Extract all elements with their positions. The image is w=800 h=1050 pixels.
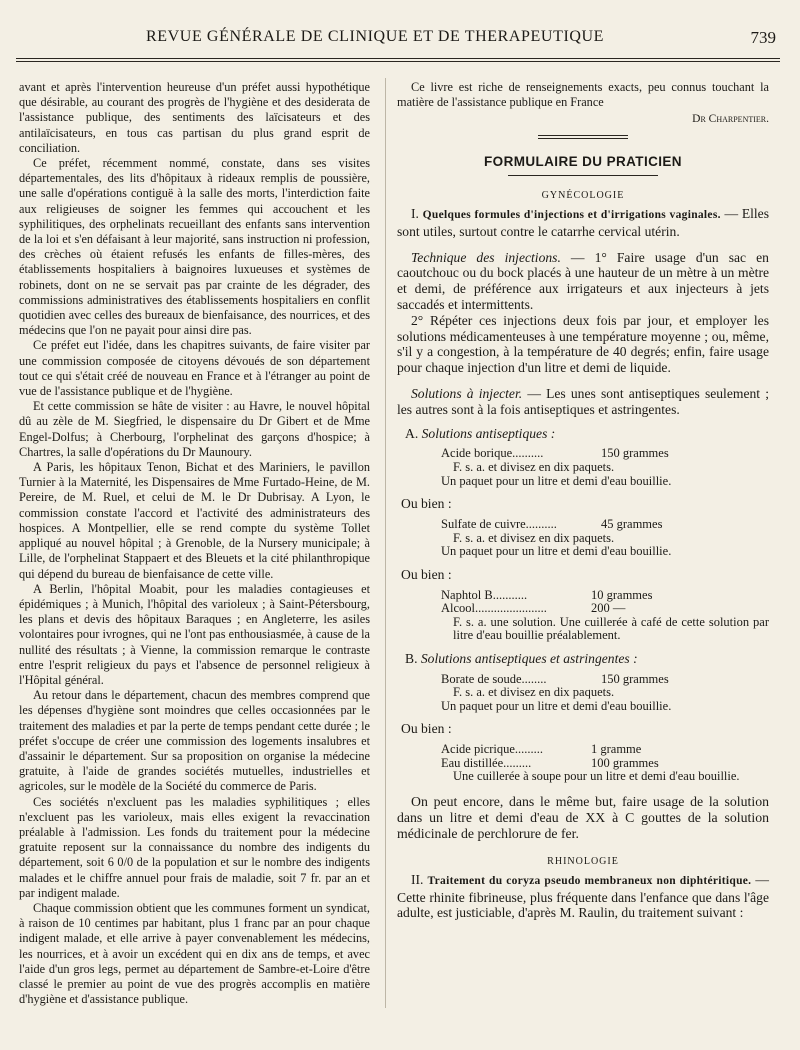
subheading-title: Solutions antiseptiques : <box>421 425 556 441</box>
separator-rule <box>538 135 628 136</box>
subheading-letter: A. <box>405 425 419 441</box>
solutions-text: — Les unes sont antiseptiques seulement ; les autres sont à la fois antiseptiques et astringentes. <box>397 385 769 417</box>
subheading-letter: B. <box>405 650 418 666</box>
closing-paragraph: On peut encore, dans le même but, faire usage de la solution dans un litre et demi d'eau de XX à C gouttes de la solution médicinale de perchlorure de fer. <box>397 794 769 842</box>
paragraph: Au retour dans le département, chacun des membres comprend que les dépenses d'hygiène sont moindres que celles occasionnées par le traitement des maladies et par la perte de temps pendant cette durée ; le préfet s'occupe de créer une commission des logements insalubres et d'assainir le département. Sur sa proposition on organise la médecine gratuite, à l'aide de grandes sociétés mutuelles, industrielles et agricoles, sur le modèle de la Société du commerce de Paris. <box>19 688 370 794</box>
instruction: Une cuillerée à soupe pour un litre et demi d'eau bouillie. <box>453 769 740 784</box>
item-2 <box>397 872 769 921</box>
instruction: Un paquet pour un litre et demi d'eau bouillie. <box>441 473 672 488</box>
column-divider <box>385 78 386 1008</box>
ou-bien: Ou bien : <box>401 496 452 512</box>
item-text: — Cette rhinite fibrineuse, plus fréquente dans l'enfance que dans l'âge adulte, est justiciable, d'après M. Raulin, du traitement suivant : <box>397 871 770 921</box>
formula-2 <box>441 518 769 559</box>
header-rule <box>16 58 780 59</box>
ingredient: Alcool....................... <box>441 601 547 616</box>
instruction: F. s. a. et divisez en dix paquets. <box>453 459 615 474</box>
header-rule-double <box>16 61 780 62</box>
ingredient: Sulfate de cuivre.......... <box>441 516 557 531</box>
ingredient: Borate de soude........ <box>441 671 547 686</box>
instruction: F. s. a. et divisez en dix paquets. <box>453 530 615 545</box>
quantity: 45 grammes <box>601 516 663 531</box>
item-heading: Traitement du coryza pseudo membraneux non diphtéritique. <box>427 874 752 887</box>
quantity: 1 gramme <box>591 742 642 757</box>
subheading-a <box>397 426 769 442</box>
ingredient: Naphtol B........... <box>441 587 528 602</box>
paragraph: avant et après l'intervention heureuse d'un préfet aussi hypothétique que désirable, au courant des progrès de l'hygiène et des desiderata de l'assistance publique, des sentiments des laïcisateurs et des antilaïcisateurs, en tous cas partisan du plus grand esprit de conciliation. <box>19 80 370 155</box>
right-column <box>397 80 769 921</box>
item-number: I. <box>411 205 419 221</box>
page-number: 739 <box>750 28 776 47</box>
rubric-rhinologie: RHINOLOGIE <box>547 856 619 868</box>
rubric-gynecologie: GYNÉCOLOGIE <box>541 190 625 202</box>
paragraph: Ce préfet, récemment nommé, constate, dans ses visites départementales, des lits d'hôpitaux à rideaux remplis de poussière, une salle d'opérations contiguë à la salle des morts, l'interdiction faite aux religieuses de soigner les femmes qui accouchent et les syphilitiques, des orphelinats recueillant des enfants sans intervention de la loi et s'en défaisant à leur majorité, sans instruction ni profession, des crèches où étaient refusés les enfants de filles-mères, des établissements hospitaliers à baignoires luxueuses et systèmes de robinets, dont on ne se servait pas par crainte de les dégrader, des commissions administratives des établissements hospitaliers en conflit quotidien avec celles des bureaux de bienfaisance, des nourrices, et des médecins que l'on ne payait pour ainsi dire pas. <box>19 156 370 338</box>
quantity: 150 grammes <box>601 671 669 686</box>
technique-paragraph <box>397 250 769 313</box>
ingredient: Acide picrique......... <box>441 742 544 757</box>
solutions-label: Solutions à injecter. <box>411 385 523 401</box>
instruction: Un paquet pour un litre et demi d'eau bouillie. <box>441 544 672 559</box>
item-text: — Elles sont utiles, surtout contre le catarrhe cervical utérin. <box>397 205 769 239</box>
ou-bien: Ou bien : <box>401 721 452 737</box>
ingredient: Eau distillée......... <box>441 755 532 770</box>
quantity: 200 — <box>591 601 626 616</box>
formula-1 <box>441 447 769 488</box>
formula-3 <box>441 589 769 643</box>
item-heading: Quelques formules d'injections et d'irrigations vaginales. <box>422 208 721 221</box>
review-signature: Dr Charpentier. <box>692 112 769 125</box>
running-title: REVUE GÉNÉRALE DE CLINIQUE ET DE THERAPEUTIQUE <box>146 28 605 45</box>
technique-label: Technique des injections. <box>411 249 561 265</box>
paragraph: Ces sociétés n'excluent pas les maladies syphilitiques ; elles n'excluent pas les varioleux, mais elles exigent la revaccination préalable à l'admission. Les fonds du traitement pour la médecine gratuite reposent sur la connaissance du nombre des indigents du département, soit 6 0/0 de la population et sur le nombre des indigents malades et le chiffre annuel pour frais de maladie, soit 7 fr. par an et par indigent malade. <box>19 794 370 900</box>
paragraph: A Berlin, l'hôpital Moabit, pour les maladies contagieuses et épidémiques ; à Munich, l'hôpital des varioleux ; à Saint-Pétersbourg, les plans et devis des hôpitaux Baraques ; en Angleterre, les asiles volontaires pour ivrognes, qui ne l'ont pas enthousiasmée, à cause de la nullité des résultats ; à Vienne, la commission remarque le contraste entre l'esprit religieux du pays et l'absence de personnel religieux à l'Hôpital général. <box>19 581 370 687</box>
section-title: FORMULAIRE DU PRATICIEN <box>484 154 682 170</box>
item-1 <box>397 206 769 240</box>
paragraph: Ce préfet eut l'idée, dans les chapitres suivants, de faire visiter par une commission composée de citoyens dévoués de son département tout ce qui s'était créé de nouveau en France et à l'étranger au point de vue de l'assistance publique et de l'hygiène. <box>19 338 370 399</box>
quantity: 150 grammes <box>601 446 669 461</box>
paragraph: Et cette commission se hâte de visiter : au Havre, le nouvel hôpital dû au zèle de M. Siegfried, le dispensaire du Dr Gibert et de Mme Engel-Dolfus; à Cherbourg, l'orphelinat des garçons d'hospice; à Chartres, la salle d'opérations du Dr Maunoury. <box>19 399 370 459</box>
formula-4 <box>441 673 769 714</box>
instruction: F. s. a. et divisez en dix paquets. <box>453 685 615 700</box>
left-column <box>19 80 370 1007</box>
item-number: II. <box>411 871 424 887</box>
technique-paragraph-2: 2° Répéter ces injections deux fois par jour, et employer les solutions médicamenteuses à une température moyenne ; ou, même, s'il y a congestion, à la température de 40 degrés; enfin, faire usage pour chaque injection d'un litre et demi de liquide. <box>397 312 769 376</box>
formula-5 <box>441 743 769 784</box>
instruction: F. s. a. une solution. Une cuillerée à café de cette solution par litre d'eau bouillie préalablement. <box>453 614 769 643</box>
quantity: 10 grammes <box>591 587 653 602</box>
paragraph: Chaque commission obtient que les communes forment un syndicat, à raison de 10 centimes par habitant, plus 1 franc par an pour chaque indigent malade, et elle arrive à payer convenablement les médecins, les nourrices, et à avoir un excédent qui en dix ans de temps, et avec l'aide d'un gros legs, permet au département de Sambre-et-Loire d'être classé le premier au point de vue des progrès accomplis en matière d'hygiène et d'assistance publique. <box>19 900 370 1007</box>
ingredient: Acide borique.......... <box>441 446 544 461</box>
section-rule <box>508 175 658 176</box>
quantity: 100 grammes <box>591 755 659 770</box>
paragraph: A Paris, les hôpitaux Tenon, Bichat et des Mariniers, le pavillon Turnier à la Maternité, les Dispensaires de Mme Furtado-Heine, de M. Pereire, de M. Ruel, et celui de M. le Dr Dubrisay. A Lyon, le commission constate l'accord et l'activité des administrateurs des hospices. A Montpellier, elle se rend compte du système Tollet appliqué au nouvel hôpital ; à Grenoble, de la Nursery municipale; à Lille, de l'orphelinat Stappaert et des Bleuets et la cité philanthropique qui dépend du bureau de bienfaisance de cette ville. <box>19 460 370 581</box>
technique-text: — 1° Faire usage d'un sac en caoutchouc ou du bock placés à une hauteur de un mètre à un mètre et demi, de préférence aux irrigateurs et aux injecteurs à jets saccadés et intermittents. <box>397 249 769 312</box>
instruction: Un paquet pour un litre et demi d'eau bouillie. <box>441 698 672 713</box>
subheading-b <box>397 651 769 667</box>
ou-bien: Ou bien : <box>401 566 452 582</box>
subheading-title: Solutions antiseptiques et astringentes : <box>420 650 638 666</box>
separator-rule <box>538 138 628 139</box>
book-review-end: Ce livre est riche de renseignements exacts, peu connus touchant la matière de l'assistance publique en France <box>397 80 769 109</box>
page-header <box>16 26 782 54</box>
solutions-paragraph <box>397 386 769 418</box>
